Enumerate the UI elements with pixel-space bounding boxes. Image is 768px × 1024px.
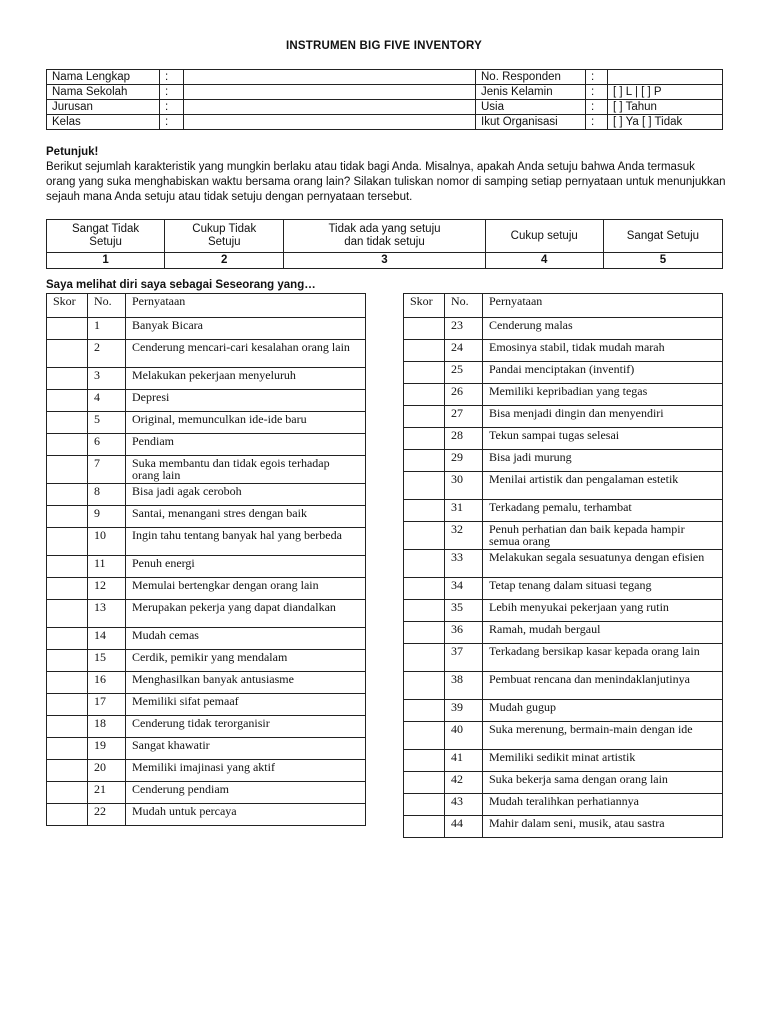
item-row [404, 406, 723, 428]
item-number: 14 [88, 628, 126, 650]
item-statement: Cenderung malas [483, 318, 723, 340]
item-row [404, 672, 723, 700]
item-number: 43 [445, 794, 483, 816]
item-statement: Memiliki kepribadian yang tegas [483, 384, 723, 406]
scale-label [485, 220, 603, 253]
items-table-right [403, 293, 723, 838]
item-row [47, 782, 366, 804]
score-input[interactable] [404, 472, 445, 500]
item-number: 32 [445, 522, 483, 550]
item-number: 34 [445, 578, 483, 600]
item-row [404, 816, 723, 838]
score-input[interactable] [47, 760, 88, 782]
item-statement: Suka bekerja sama dengan orang lain [483, 772, 723, 794]
scale-labels-row [47, 220, 723, 253]
identity-table [46, 69, 723, 130]
score-input[interactable] [47, 578, 88, 600]
item-row [47, 694, 366, 716]
score-input[interactable] [47, 340, 88, 368]
item-number: 41 [445, 750, 483, 772]
statement-column-header: Pernyataan [483, 294, 723, 318]
item-row [47, 672, 366, 694]
item-statement: Menghasilkan banyak antusiasme [126, 672, 366, 694]
item-row [404, 772, 723, 794]
item-row [47, 556, 366, 578]
score-input[interactable] [47, 318, 88, 340]
identity-label: Ikut Organisasi [476, 115, 586, 130]
item-statement: Mudah gugup [483, 700, 723, 722]
item-number: 2 [88, 340, 126, 368]
items-header-row [404, 294, 723, 318]
item-statement: Tetap tenang dalam situasi tegang [483, 578, 723, 600]
item-row [404, 500, 723, 522]
identity-label: No. Responden [476, 70, 586, 85]
item-number: 36 [445, 622, 483, 644]
score-input[interactable] [47, 390, 88, 412]
score-input[interactable] [47, 738, 88, 760]
score-input[interactable] [404, 362, 445, 384]
item-row [47, 318, 366, 340]
item-statement: Mudah untuk percaya [126, 804, 366, 826]
item-row [47, 804, 366, 826]
score-input[interactable] [404, 700, 445, 722]
item-number: 19 [88, 738, 126, 760]
score-input[interactable] [47, 368, 88, 390]
item-statement: Sangat khawatir [126, 738, 366, 760]
scale-value: 3 [284, 253, 485, 269]
score-input[interactable] [47, 694, 88, 716]
document-title: INSTRUMEN BIG FIVE INVENTORY [285, 40, 482, 52]
item-row [404, 428, 723, 450]
item-statement: Cerdik, pemikir yang mendalam [126, 650, 366, 672]
identity-colon: : [160, 85, 184, 100]
identity-input[interactable] [184, 115, 476, 130]
item-number: 42 [445, 772, 483, 794]
item-row [47, 628, 366, 650]
identity-label: Kelas [47, 115, 160, 130]
score-input[interactable] [404, 550, 445, 578]
item-number: 31 [445, 500, 483, 522]
identity-colon: : [586, 115, 608, 130]
item-number: 4 [88, 390, 126, 412]
item-statement: Memiliki imajinasi yang aktif [126, 760, 366, 782]
identity-label: Nama Sekolah [47, 85, 160, 100]
item-statement: Pandai menciptakan (inventif) [483, 362, 723, 384]
item-row [47, 506, 366, 528]
item-statement: Terkadang pemalu, terhambat [483, 500, 723, 522]
item-statement: Merupakan pekerja yang dapat diandalkan [126, 600, 366, 628]
score-input[interactable] [47, 782, 88, 804]
score-input[interactable] [404, 750, 445, 772]
item-number: 18 [88, 716, 126, 738]
item-row [404, 384, 723, 406]
item-number: 17 [88, 694, 126, 716]
score-input[interactable] [47, 650, 88, 672]
identity-input[interactable] [184, 70, 476, 85]
score-input[interactable] [47, 556, 88, 578]
item-statement: Mudah teralihkan perhatiannya [483, 794, 723, 816]
item-statement: Bisa menjadi dingin dan menyendiri [483, 406, 723, 428]
scale-label [47, 220, 165, 253]
item-number: 38 [445, 672, 483, 700]
item-statement: Tekun sampai tugas selesai [483, 428, 723, 450]
item-number: 26 [445, 384, 483, 406]
item-row [404, 578, 723, 600]
identity-label: Usia [476, 100, 586, 115]
no-column-header: No. [88, 294, 126, 318]
item-statement: Pendiam [126, 434, 366, 456]
item-number: 37 [445, 644, 483, 672]
scale-label-line: Cukup Tidak [192, 223, 257, 235]
score-input[interactable] [404, 622, 445, 644]
item-row [404, 522, 723, 550]
score-input[interactable] [404, 500, 445, 522]
score-column-header: Skor [47, 294, 88, 318]
score-input[interactable] [47, 600, 88, 628]
identity-colon: : [160, 70, 184, 85]
item-statement: Mahir dalam seni, musik, atau sastra [483, 816, 723, 838]
item-row [47, 456, 366, 484]
items-header-row [47, 294, 366, 318]
item-row [404, 700, 723, 722]
identity-row [47, 115, 723, 130]
item-number: 11 [88, 556, 126, 578]
scale-label-line: Sangat Tidak [72, 223, 140, 235]
scale-label [284, 220, 485, 253]
scale-label [603, 220, 722, 253]
item-row [404, 362, 723, 384]
item-number: 24 [445, 340, 483, 362]
score-input[interactable] [404, 318, 445, 340]
item-row [404, 550, 723, 578]
score-input[interactable] [47, 804, 88, 826]
item-statement: Suka membantu dan tidak egois terhadap orang lain [126, 456, 366, 484]
item-number: 10 [88, 528, 126, 556]
item-statement: Penuh energi [126, 556, 366, 578]
item-statement: Mudah cemas [126, 628, 366, 650]
scale-label-line: Cukup setuju [510, 229, 578, 242]
item-row [47, 716, 366, 738]
score-input[interactable] [47, 484, 88, 506]
scale-value: 5 [603, 253, 722, 269]
score-input[interactable] [404, 450, 445, 472]
identity-colon: : [586, 85, 608, 100]
item-row [404, 600, 723, 622]
scale-label [165, 220, 284, 253]
scale-value: 4 [485, 253, 603, 269]
identity-colon: : [160, 100, 184, 115]
scale-values-row [47, 253, 723, 269]
item-statement: Pembuat rencana dan menindaklanjutinya [483, 672, 723, 700]
item-number: 28 [445, 428, 483, 450]
item-row [47, 578, 366, 600]
item-number: 9 [88, 506, 126, 528]
item-number: 29 [445, 450, 483, 472]
score-input[interactable] [47, 456, 88, 484]
score-input[interactable] [404, 816, 445, 838]
identity-input[interactable]: [ ] Tahun [608, 100, 723, 115]
scale-label-line: Sangat Setuju [626, 229, 700, 242]
item-statement: Terkadang bersikap kasar kepada orang lain [483, 644, 723, 672]
item-statement: Suka merenung, bermain-main dengan ide [483, 722, 723, 750]
score-input[interactable] [47, 412, 88, 434]
identity-label: Jurusan [47, 100, 160, 115]
score-input[interactable] [404, 644, 445, 672]
item-row [404, 794, 723, 816]
item-row [404, 318, 723, 340]
item-row [404, 472, 723, 500]
item-row [47, 390, 366, 412]
item-number: 3 [88, 368, 126, 390]
score-input[interactable] [47, 716, 88, 738]
identity-input[interactable]: [ ] Ya [ ] Tidak [608, 115, 723, 130]
score-input[interactable] [404, 522, 445, 550]
item-statement: Depresi [126, 390, 366, 412]
item-number: 20 [88, 760, 126, 782]
instructions-text: Berikut sejumlah karakteristik yang mungkin berlaku atau tidak bagi Anda. Misalnya, apakah Anda setuju bahwa Anda termasuk orang yang suka menghabiskan waktu bersama orang lain? Silakan tuliskan nomor di samping setiap pernyataan untuk menunjukkan sejauh mana Anda setuju atau tidak setuju dengan pernyataan tersebut. [46, 161, 726, 203]
item-number: 39 [445, 700, 483, 722]
scale-label-line: dan tidak setuju [344, 236, 425, 248]
item-row [47, 528, 366, 556]
score-column-header: Skor [404, 294, 445, 318]
item-row [47, 434, 366, 456]
score-input[interactable] [404, 340, 445, 362]
item-number: 35 [445, 600, 483, 622]
item-statement: Memiliki sedikit minat artistik [483, 750, 723, 772]
score-input[interactable] [404, 406, 445, 428]
score-input[interactable] [404, 772, 445, 794]
identity-colon: : [586, 100, 608, 115]
score-input[interactable] [47, 506, 88, 528]
instructions [46, 145, 726, 205]
identity-colon: : [160, 115, 184, 130]
score-input[interactable] [404, 672, 445, 700]
item-statement: Memulai bertengkar dengan orang lain [126, 578, 366, 600]
item-statement: Ingin tahu tentang banyak hal yang berbeda [126, 528, 366, 556]
item-number: 23 [445, 318, 483, 340]
score-input[interactable] [47, 672, 88, 694]
item-statement: Bisa jadi agak ceroboh [126, 484, 366, 506]
item-row [47, 650, 366, 672]
identity-colon: : [586, 70, 608, 85]
item-number: 22 [88, 804, 126, 826]
item-row [47, 738, 366, 760]
item-statement: Ramah, mudah bergaul [483, 622, 723, 644]
score-input[interactable] [404, 600, 445, 622]
score-input[interactable] [404, 428, 445, 450]
item-number: 15 [88, 650, 126, 672]
item-row [404, 750, 723, 772]
item-statement: Cenderung mencari-cari kesalahan orang lain [126, 340, 366, 368]
scale-label-line: Setuju [89, 236, 122, 248]
score-input[interactable] [404, 722, 445, 750]
score-input[interactable] [404, 384, 445, 406]
item-row [47, 760, 366, 782]
item-number: 40 [445, 722, 483, 750]
item-number: 27 [445, 406, 483, 428]
item-number: 8 [88, 484, 126, 506]
identity-row [47, 70, 723, 85]
item-statement: Emosinya stabil, tidak mudah marah [483, 340, 723, 362]
rating-scale-table [46, 219, 723, 269]
item-row [47, 368, 366, 390]
instructions-title: Petunjuk! [46, 146, 99, 158]
item-statement: Cenderung tidak terorganisir [126, 716, 366, 738]
identity-input[interactable]: [ ] L | [ ] P [608, 85, 723, 100]
statement-column-header: Pernyataan [126, 294, 366, 318]
score-input[interactable] [404, 578, 445, 600]
item-statement: Original, memunculkan ide-ide baru [126, 412, 366, 434]
item-row [404, 644, 723, 672]
item-statement: Memiliki sifat pemaaf [126, 694, 366, 716]
identity-label: Jenis Kelamin [476, 85, 586, 100]
score-input[interactable] [47, 434, 88, 456]
scale-value: 1 [47, 253, 165, 269]
identity-input[interactable] [608, 70, 723, 85]
item-number: 33 [445, 550, 483, 578]
identity-input[interactable] [184, 85, 476, 100]
item-row [47, 412, 366, 434]
item-number: 16 [88, 672, 126, 694]
items-table-left [46, 293, 366, 826]
item-statement: Melakukan segala sesuatunya dengan efisien [483, 550, 723, 578]
item-row [47, 340, 366, 368]
no-column-header: No. [445, 294, 483, 318]
item-statement: Santai, menangani stres dengan baik [126, 506, 366, 528]
identity-row [47, 100, 723, 115]
scale-label-line: Tidak ada yang setuju [328, 223, 441, 235]
item-statement: Lebih menyukai pekerjaan yang rutin [483, 600, 723, 622]
item-number: 30 [445, 472, 483, 500]
item-statement: Banyak Bicara [126, 318, 366, 340]
score-input[interactable] [47, 628, 88, 650]
item-number: 7 [88, 456, 126, 484]
scale-label-line: Setuju [207, 236, 241, 248]
item-row [47, 600, 366, 628]
item-row [404, 450, 723, 472]
statement-prompt: Saya melihat diri saya sebagai Seseorang yang… [46, 279, 316, 291]
item-statement: Penuh perhatian dan baik kepada hampir semua orang [483, 522, 723, 550]
item-number: 1 [88, 318, 126, 340]
item-row [404, 722, 723, 750]
item-statement: Cenderung pendiam [126, 782, 366, 804]
item-number: 25 [445, 362, 483, 384]
identity-label: Nama Lengkap [47, 70, 160, 85]
item-number: 44 [445, 816, 483, 838]
item-number: 21 [88, 782, 126, 804]
item-statement: Melakukan pekerjaan menyeluruh [126, 368, 366, 390]
score-input[interactable] [47, 528, 88, 556]
item-statement: Bisa jadi murung [483, 450, 723, 472]
item-number: 5 [88, 412, 126, 434]
identity-input[interactable] [184, 100, 476, 115]
item-number: 12 [88, 578, 126, 600]
item-number: 6 [88, 434, 126, 456]
identity-row [47, 85, 723, 100]
item-row [404, 340, 723, 362]
item-statement: Menilai artistik dan pengalaman estetik [483, 472, 723, 500]
item-row [47, 484, 366, 506]
item-row [404, 622, 723, 644]
scale-value: 2 [165, 253, 284, 269]
item-number: 13 [88, 600, 126, 628]
score-input[interactable] [404, 794, 445, 816]
